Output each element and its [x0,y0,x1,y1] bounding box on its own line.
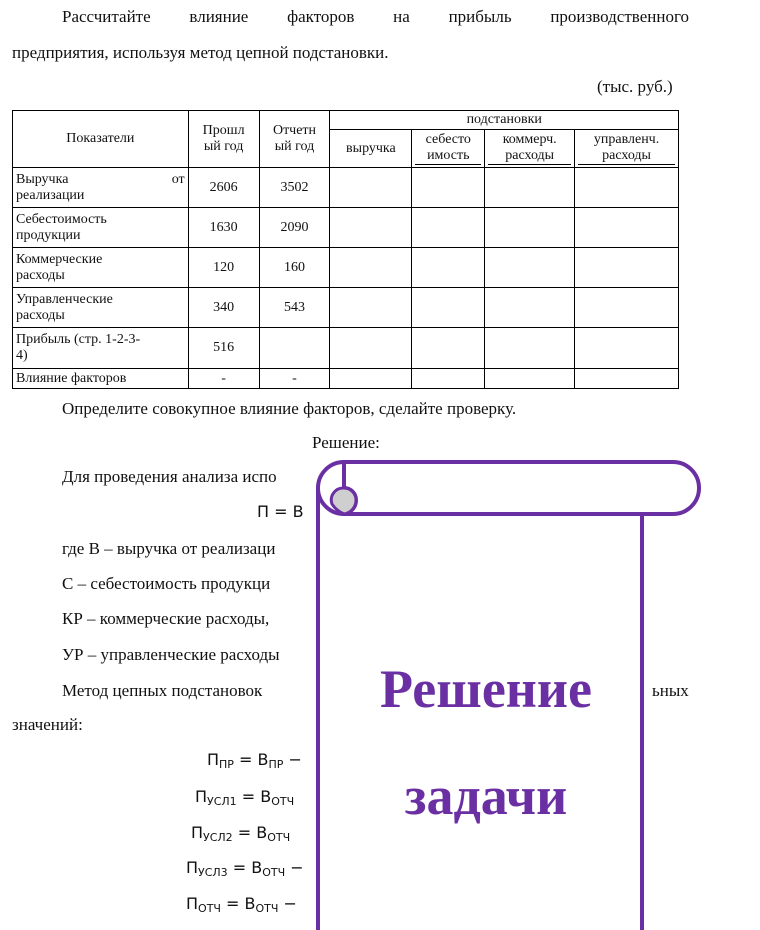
header-substitutions: подстановки [330,111,679,130]
solution-scroll-banner[interactable] [316,460,701,930]
row-label: Коммерческие расходы [13,248,189,288]
cell-empty [575,288,679,328]
cell-empty [575,328,679,369]
cell-empty [485,288,575,328]
method-line-1: Метод цепных подстановок [62,681,263,700]
cell-empty [485,168,575,208]
cell-empty [412,288,485,328]
row-label: Влияние факторов [13,369,189,389]
formula-cond-1: $П_{УСЛ1} = В_{ОТЧ}$ [195,787,295,808]
cell-report: 543 [259,288,330,328]
cell-empty [330,208,412,248]
scroll-title-line-2: задачи [404,766,568,826]
formula-cond-2: $П_{УСЛ2} = В_{ОТЧ}$ [191,823,291,844]
cell-empty [412,168,485,208]
method-line-2: значений: [12,715,83,734]
table-row [13,369,679,389]
scroll-title-line-1: Решение [380,659,592,719]
cell-empty [485,208,575,248]
row-label: Управленческие расходы [13,288,189,328]
header-report-year: Отчетн ый год [259,111,330,168]
header-indicators: Показатели [13,111,189,168]
cell-empty [412,208,485,248]
cell-prev: 516 [188,328,259,369]
formula-cond-3: $П_{УСЛ3} = В_{ОТЧ}$ − [186,858,304,879]
header-prev-year: Прошл ый год [188,111,259,168]
row-label: Выручка от реализации [13,168,189,208]
task-instruction: Определите совокупное влияние факторов, сделайте проверку. [62,399,517,418]
row-label: Прибыль (стр. 1-2-3- 4) [13,328,189,369]
cell-prev: - [188,369,259,389]
cell-empty [330,328,412,369]
formula-prev: $П_{ПР} = В_{ПР}$ − [207,750,302,771]
header-revenue: выручка [330,130,412,168]
factors-table [12,110,679,389]
table-row [13,248,679,288]
cell-prev: 1630 [188,208,259,248]
header-admin: управленч. расходы [575,130,679,168]
table-row [13,328,679,369]
solution-paragraph-1: Для проведения анализа испо [62,467,277,486]
intro-line-2: предприятия, используя метод цепной подстановки. [12,43,389,62]
cell-empty [330,168,412,208]
table-row [13,168,679,208]
cell-empty [330,369,412,389]
cell-prev: 2606 [188,168,259,208]
cell-empty [485,328,575,369]
cell-report: 160 [259,248,330,288]
cell-prev: 340 [188,288,259,328]
table-row [13,288,679,328]
solution-heading: Решение: [312,433,380,452]
cell-empty [412,369,485,389]
row-label: Себестоимость продукции [13,208,189,248]
cell-empty [575,168,679,208]
cell-empty [575,369,679,389]
method-line-1-tail: ьных [652,681,689,700]
formula-report: $П_{ОТЧ} = В_{ОТЧ}$ − [186,894,297,915]
admin-definition: УР – управленческие расходы [62,645,280,664]
commercial-definition: КР – коммерческие расходы, [62,609,270,628]
cost-definition: С – себестоимость продукци [62,574,271,593]
table-row [13,208,679,248]
cell-empty [485,248,575,288]
cell-empty [330,288,412,328]
header-cost: себесто имость [412,130,485,168]
cell-empty [412,248,485,288]
cell-empty [485,369,575,389]
cell-empty [575,248,679,288]
cell-report: - [259,369,330,389]
header-commercial: коммерч. расходы [485,130,575,168]
cell-report: 2090 [259,208,330,248]
profit-formula: П = В [257,502,304,521]
intro-line-1: Рассчитайте влияние факторов на прибыль производственного [62,7,689,26]
cell-empty [330,248,412,288]
units-label: (тыс. руб.) [597,77,673,96]
cell-report: 3502 [259,168,330,208]
cell-empty [412,328,485,369]
where-definition: где В – выручка от реализаци [62,539,276,558]
cell-empty [575,208,679,248]
cell-report [259,328,330,369]
cell-prev: 120 [188,248,259,288]
